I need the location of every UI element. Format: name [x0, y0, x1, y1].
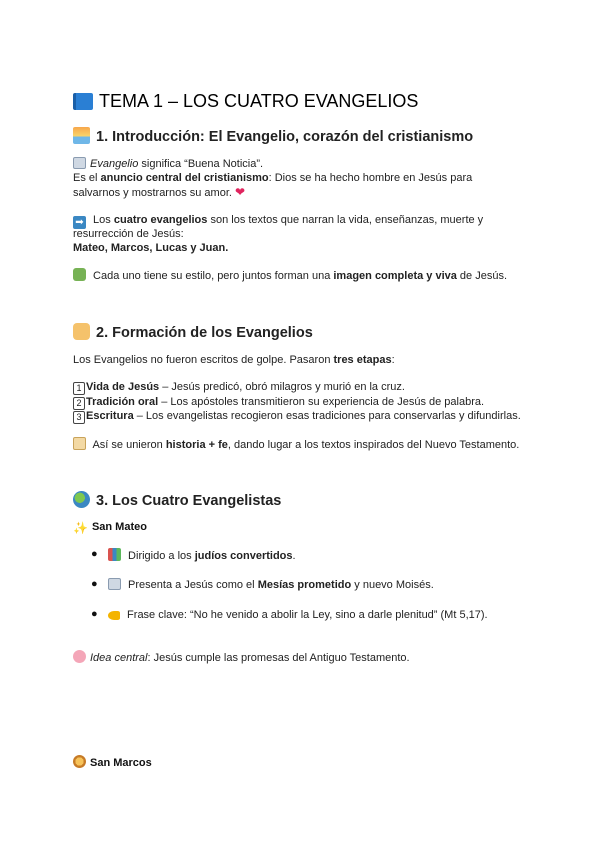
- text: significa “Buena Noticia”.: [138, 158, 264, 170]
- bullet-dot: ●: [91, 578, 98, 590]
- text: son los textos que narran la vida, enseñanzas, muerte y: [207, 214, 484, 226]
- bold-text: anuncio central del cristianismo: [100, 172, 269, 184]
- open-book-icon: [73, 157, 86, 169]
- text: Cada uno tiene su estilo, pero juntos forman una: [90, 270, 334, 282]
- mateo-bullet-1: [108, 548, 296, 564]
- text: resurrección de Jesús:: [73, 228, 184, 240]
- text: :: [391, 354, 395, 366]
- text: Dirigido a los: [125, 550, 195, 562]
- open-book-icon: [108, 578, 121, 590]
- section-3-heading-row: [73, 491, 281, 509]
- text: Presenta a Jesús como el: [125, 579, 258, 591]
- bold-text: tres etapas: [333, 354, 392, 366]
- document-title: TEMA 1 – LOS CUATRO EVANGELIOS: [99, 91, 419, 111]
- text: , dando lugar a los textos inspirados del Nuevo Testamento.: [227, 439, 520, 451]
- san-marcos-heading: San Marcos: [90, 757, 152, 769]
- text: salvarnos y mostrarnos su amor.: [73, 187, 236, 199]
- puzzle-icon: [73, 268, 86, 281]
- keycap-3-icon: 3: [73, 411, 85, 424]
- bold-text: imagen completa y viva: [333, 270, 457, 282]
- paragraph-historia-fe: [73, 437, 519, 453]
- section-3-heading: 3. Los Cuatro Evangelistas: [96, 493, 282, 509]
- step-3-text: – Los evangelistas recogieron esas tradiciones para conservarlas y difundirlas.: [133, 410, 521, 422]
- paragraph-idea-central: [73, 650, 410, 666]
- san-marcos-heading-row: [73, 755, 152, 769]
- step-1: [73, 380, 405, 395]
- text: Los Evangelios no fueron escritos de golpe. Pasaron: [73, 354, 334, 366]
- text: .: [292, 550, 296, 562]
- keycap-2-icon: 2: [73, 397, 85, 410]
- step-2-title: Tradición oral: [86, 396, 159, 408]
- san-mateo-heading-row: [73, 521, 147, 534]
- sunrise-icon: [73, 127, 90, 144]
- paragraph-anuncio-line1: [73, 171, 472, 186]
- paragraph-cuatro-evangelios-line2: [73, 227, 184, 242]
- section-1-heading: 1. Introducción: El Evangelio, corazón del cristianismo: [96, 129, 474, 145]
- keycap-1-icon: 1: [73, 382, 85, 395]
- evangelists-names: [73, 241, 228, 256]
- red-heart-icon: ❤: [235, 185, 246, 199]
- bold-text: judíos convertidos: [194, 550, 293, 562]
- sparkles-icon: ✨: [73, 521, 88, 535]
- brain-icon: [73, 650, 86, 663]
- lion-icon: [73, 755, 86, 768]
- text: y nuevo Moisés.: [351, 579, 434, 591]
- bullet-dot: ●: [91, 548, 98, 560]
- term-idea-central: Idea central: [90, 652, 148, 664]
- paragraph-evangelio: [73, 157, 263, 172]
- mateo-bullet-3: [108, 608, 488, 623]
- section-2-heading-row: [73, 323, 313, 341]
- paragraph-cada-uno: [73, 268, 507, 284]
- writing-hand-icon: [73, 323, 90, 340]
- bold-text: historia + fe: [165, 439, 228, 451]
- mateo-bullet-2: [108, 578, 434, 593]
- step-2-text: – Los apóstoles transmitieron su experiencia de Jesús de palabra.: [158, 396, 485, 408]
- step-3: [73, 409, 521, 424]
- step-1-text: – Jesús predicó, obró milagros y murió en la cruz.: [159, 381, 405, 393]
- scroll-icon: [73, 437, 86, 450]
- right-arrow-icon: ➡: [73, 216, 86, 229]
- section-1-heading-row: [73, 127, 473, 145]
- text: : Jesús cumple las promesas del Antiguo Testamento.: [147, 652, 410, 664]
- document-title-row: [73, 91, 418, 112]
- key-icon: [108, 611, 120, 620]
- step-2: [73, 395, 484, 410]
- text: Frase clave: “No he venido a abolir la Ley, sino a darle plenitud” (Mt 5,17).: [124, 609, 488, 621]
- text: Así se unieron: [90, 439, 166, 451]
- text: Es el: [73, 172, 101, 184]
- paragraph-anuncio-line2: [73, 185, 245, 201]
- text: : Dios se ha hecho hombre en Jesús para: [268, 172, 473, 184]
- bold-text: cuatro evangelios: [113, 214, 208, 226]
- text: de Jesús.: [456, 270, 508, 282]
- step-1-title: Vida de Jesús: [86, 381, 160, 393]
- paragraph-tres-etapas: [73, 353, 395, 368]
- globe-icon: [73, 491, 90, 508]
- blue-book-icon: [73, 93, 93, 110]
- san-mateo-heading: San Mateo: [91, 521, 147, 533]
- term-evangelio: Evangelio: [90, 158, 139, 170]
- books-icon: [108, 548, 121, 561]
- bold-text: Mesías prometido: [257, 579, 352, 591]
- section-2-heading: 2. Formación de los Evangelios: [96, 325, 313, 341]
- text: Mateo, Marcos, Lucas y Juan.: [73, 242, 229, 254]
- text: Los: [90, 214, 114, 226]
- bullet-dot: ●: [91, 608, 98, 620]
- step-3-title: Escritura: [86, 410, 134, 422]
